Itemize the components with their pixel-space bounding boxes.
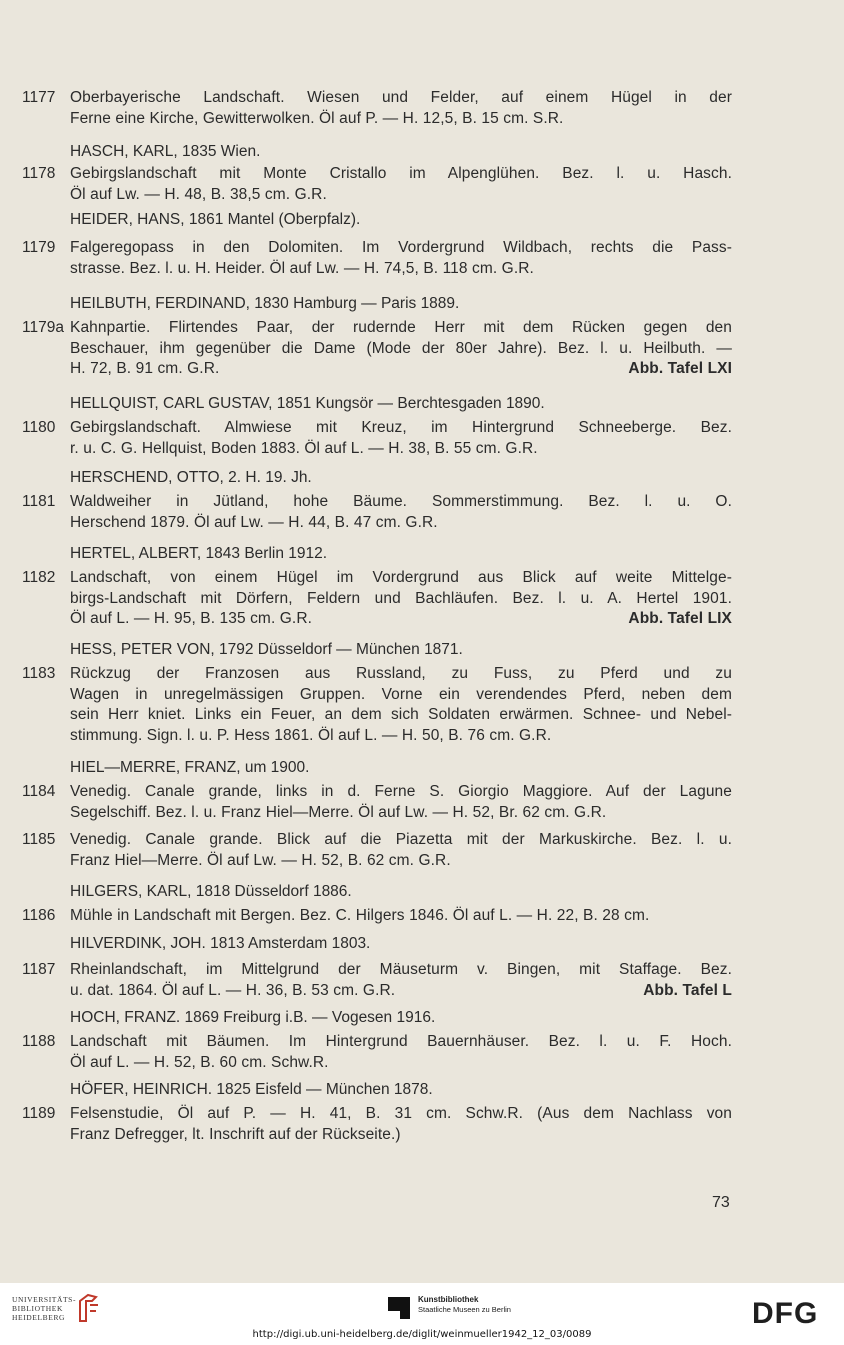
entry-line: Franz Defregger, lt. Inschrift auf der Rückseite.) — [70, 1125, 401, 1143]
kb-title: Kunstbibliothek — [418, 1295, 479, 1304]
plate-reference: Abb. Tafel LXI — [628, 360, 732, 377]
entry-line: Herschend 1879. Öl auf Lw. — H. 44, B. 47 cm. G.R. — [70, 513, 438, 531]
kb-subtitle: Staatliche Museen zu Berlin — [418, 1305, 511, 1314]
entry-line: r. u. C. G. Hellquist, Boden 1883. Öl auf L. — H. 38, B. 55 cm. G.R. — [70, 439, 538, 457]
entry-line: Gebirgslandschaft mit Monte Cristallo im Alpenglühen. Bez. l. u. Hasch. — [70, 165, 732, 182]
plate-reference: Abb. Tafel LIX — [628, 610, 732, 627]
entry-line: Landschaft, von einem Hügel im Vordergrund aus Blick auf weite Mittelge- — [70, 569, 732, 586]
lot-number: 1177 — [22, 89, 56, 106]
uni-logo-line: BIBLIOTHEK — [12, 1304, 63, 1313]
lot-number: 1181 — [22, 493, 56, 510]
uni-heidelberg-mark-icon — [76, 1291, 102, 1325]
entry-line: Beschauer, ihm gegenüber die Dame (Mode der 80er Jahre). Bez. l. u. Heilbuth. — — [70, 339, 732, 357]
entry-line: Gebirgslandschaft. Almwiese mit Kreuz, im Hintergrund Schneeberge. Bez. — [70, 419, 732, 436]
artist-name: HELLQUIST, CARL GUSTAV, 1851 Kungsör — Berchtesgaden 1890. — [70, 395, 545, 412]
artist-name: HASCH, KARL, 1835 Wien. — [70, 143, 261, 160]
artist-name: HEIDER, HANS, 1861 Mantel (Oberpfalz). — [70, 211, 361, 228]
page-number: 73 — [712, 1194, 730, 1211]
entry-line: Landschaft mit Bäumen. Im Hintergrund Bauernhäuser. Bez. l. u. F. Hoch. — [70, 1033, 732, 1050]
entry-line: Venedig. Canale grande. Blick auf die Piazetta mit der Markuskirche. Bez. l. u. — [70, 831, 732, 848]
entry-line: Oberbayerische Landschaft. Wiesen und Felder, auf einem Hügel in der — [70, 89, 732, 106]
lot-number: 1179a — [22, 319, 64, 336]
entry-line: Öl auf Lw. — H. 48, B. 38,5 cm. G.R. — [70, 185, 327, 203]
entry-line: Falgeregopass in den Dolomiten. Im Vordergrund Wildbach, rechts die Pass- — [70, 239, 732, 256]
entry-line: H. 72, B. 91 cm. G.R. — [70, 360, 220, 377]
entry-line: Felsenstudie, Öl auf P. — H. 41, B. 31 cm. Schw.R. (Aus dem Nachlass von — [70, 1105, 732, 1122]
entry-line: Rückzug der Franzosen aus Russland, zu Fuss, zu Pferd und zu — [70, 665, 732, 682]
entry-line: Öl auf L. — H. 52, B. 60 cm. Schw.R. — [70, 1053, 329, 1071]
artist-name: HÖFER, HEINRICH. 1825 Eisfeld — München 1878. — [70, 1081, 433, 1098]
artist-name: HERSCHEND, OTTO, 2. H. 19. Jh. — [70, 469, 312, 486]
artist-name: HILGERS, KARL, 1818 Düsseldorf 1886. — [70, 883, 352, 900]
plate-reference: Abb. Tafel L — [643, 981, 732, 999]
lot-number: 1178 — [22, 165, 56, 182]
artist-name: HIEL—MERRE, FRANZ, um 1900. — [70, 759, 310, 776]
lot-number: 1182 — [22, 569, 56, 586]
lot-number: 1187 — [22, 961, 56, 978]
entry-line: u. dat. 1864. Öl auf L. — H. 36, B. 53 cm. G.R. — [70, 981, 396, 999]
entry-line: Wagen in unregelmässigen Gruppen. Vorne ein verendendes Pferd, neben dem — [70, 685, 732, 703]
entry-line: Segelschiff. Bez. l. u. Franz Hiel—Merre. Öl auf Lw. — H. 52, Br. 62 cm. G.R. — [70, 803, 607, 821]
lot-number: 1179 — [22, 239, 56, 256]
lot-number: 1180 — [22, 419, 56, 436]
artist-name: HILVERDINK, JOH. 1813 Amsterdam 1803. — [70, 935, 371, 952]
lot-number: 1188 — [22, 1033, 56, 1050]
page-url-link[interactable]: http://digi.ub.uni-heidelberg.de/diglit/weinmueller1942_12_03/0089 — [252, 1329, 592, 1340]
entry-line: Franz Hiel—Merre. Öl auf Lw. — H. 52, B. 62 cm. G.R. — [70, 851, 451, 869]
entry-line: Mühle in Landschaft mit Bergen. Bez. C. Hilgers 1846. Öl auf L. — H. 22, B. 28 cm. — [70, 907, 650, 924]
entry-line: Kahnpartie. Flirtendes Paar, der rudernde Herr mit dem Rücken gegen den — [70, 319, 732, 336]
uni-logo-line: UNIVERSITÄTS- — [12, 1295, 77, 1304]
lot-number: 1183 — [22, 665, 56, 682]
entry-line: Venedig. Canale grande, links in d. Ferne S. Giorgio Maggiore. Auf der Lagune — [70, 783, 732, 800]
kunstbibliothek-logo[interactable] — [418, 1295, 511, 1315]
entry-line: sein Herr kniet. Links ein Feuer, an dem sich Soldaten erwärmen. Schnee- und Nebel- — [70, 706, 732, 723]
artist-name: HESS, PETER VON, 1792 Düsseldorf — München 1871. — [70, 641, 463, 658]
artist-name: HERTEL, ALBERT, 1843 Berlin 1912. — [70, 545, 328, 562]
artist-name: HOCH, FRANZ. 1869 Freiburg i.B. — Vogesen 1916. — [70, 1009, 436, 1026]
entry-line: Rheinlandschaft, im Mittelgrund der Mäuseturm v. Bingen, mit Staffage. Bez. — [70, 961, 732, 978]
footer — [0, 1283, 844, 1345]
lot-number: 1189 — [22, 1105, 56, 1122]
dfg-logo[interactable]: DFG — [752, 1297, 819, 1330]
entry-line: stimmung. Sign. l. u. P. Hess 1861. Öl auf L. — H. 50, B. 76 cm. G.R. — [70, 726, 552, 744]
uni-logo-line: HEIDELBERG — [12, 1313, 66, 1322]
lot-number: 1185 — [22, 831, 56, 848]
entry-line: Öl auf L. — H. 95, B. 135 cm. G.R. — [70, 610, 313, 627]
entry-line: birgs-Landschaft mit Dörfern, Feldern und Bachläufen. Bez. l. u. A. Hertel 1901. — [70, 589, 732, 607]
artist-name: HEILBUTH, FERDINAND, 1830 Hamburg — Paris 1889. — [70, 295, 460, 312]
kunstbibliothek-mark-icon — [386, 1295, 414, 1323]
uni-heidelberg-logo[interactable] — [12, 1295, 76, 1322]
lot-number: 1186 — [22, 907, 56, 924]
lot-number: 1184 — [22, 783, 56, 800]
entry-line: Ferne eine Kirche, Gewitterwolken. Öl auf P. — H. 12,5, B. 15 cm. S.R. — [70, 109, 564, 127]
entry-line: Waldweiher in Jütland, hohe Bäume. Sommerstimmung. Bez. l. u. O. — [70, 493, 732, 510]
entry-line: strasse. Bez. l. u. H. Heider. Öl auf Lw. — H. 74,5, B. 118 cm. G.R. — [70, 259, 534, 277]
